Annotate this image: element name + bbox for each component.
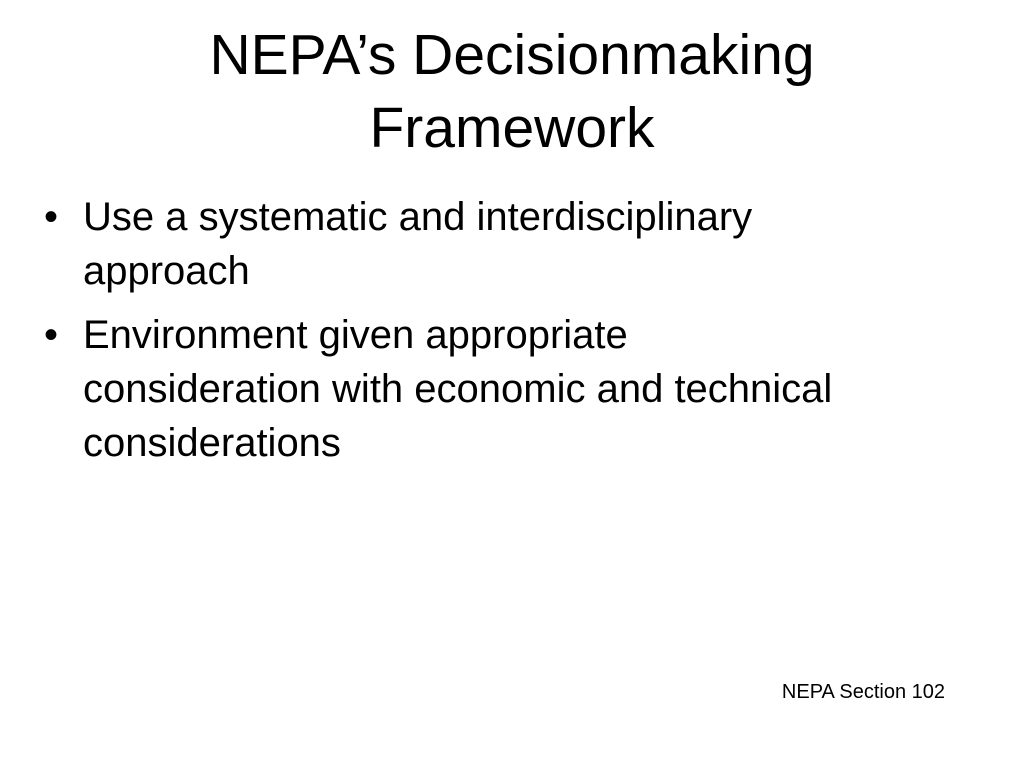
slide-title-line: Framework (369, 96, 655, 160)
bullet-text-line: Environment given appropriate (83, 313, 628, 357)
bullet-dot-icon: • (44, 195, 59, 239)
bullet-dot-icon: • (44, 313, 59, 357)
bullet-item (44, 190, 984, 298)
bullet-text-line: consideration with economic and technical (83, 367, 833, 411)
bullet-text (83, 308, 984, 470)
bullet-text-line: approach (83, 249, 250, 293)
bullet-item (44, 308, 984, 470)
slide-title (0, 19, 1024, 165)
bullet-text-line: Use a systematic and interdisciplinary (83, 195, 753, 239)
bullet-text (83, 190, 984, 298)
bullet-text-line: considerations (83, 421, 341, 465)
footer-note: NEPA Section 102 (781, 681, 945, 703)
bullet-list (44, 190, 984, 480)
slide-title-line: NEPA’s Decisionmaking (209, 23, 815, 87)
